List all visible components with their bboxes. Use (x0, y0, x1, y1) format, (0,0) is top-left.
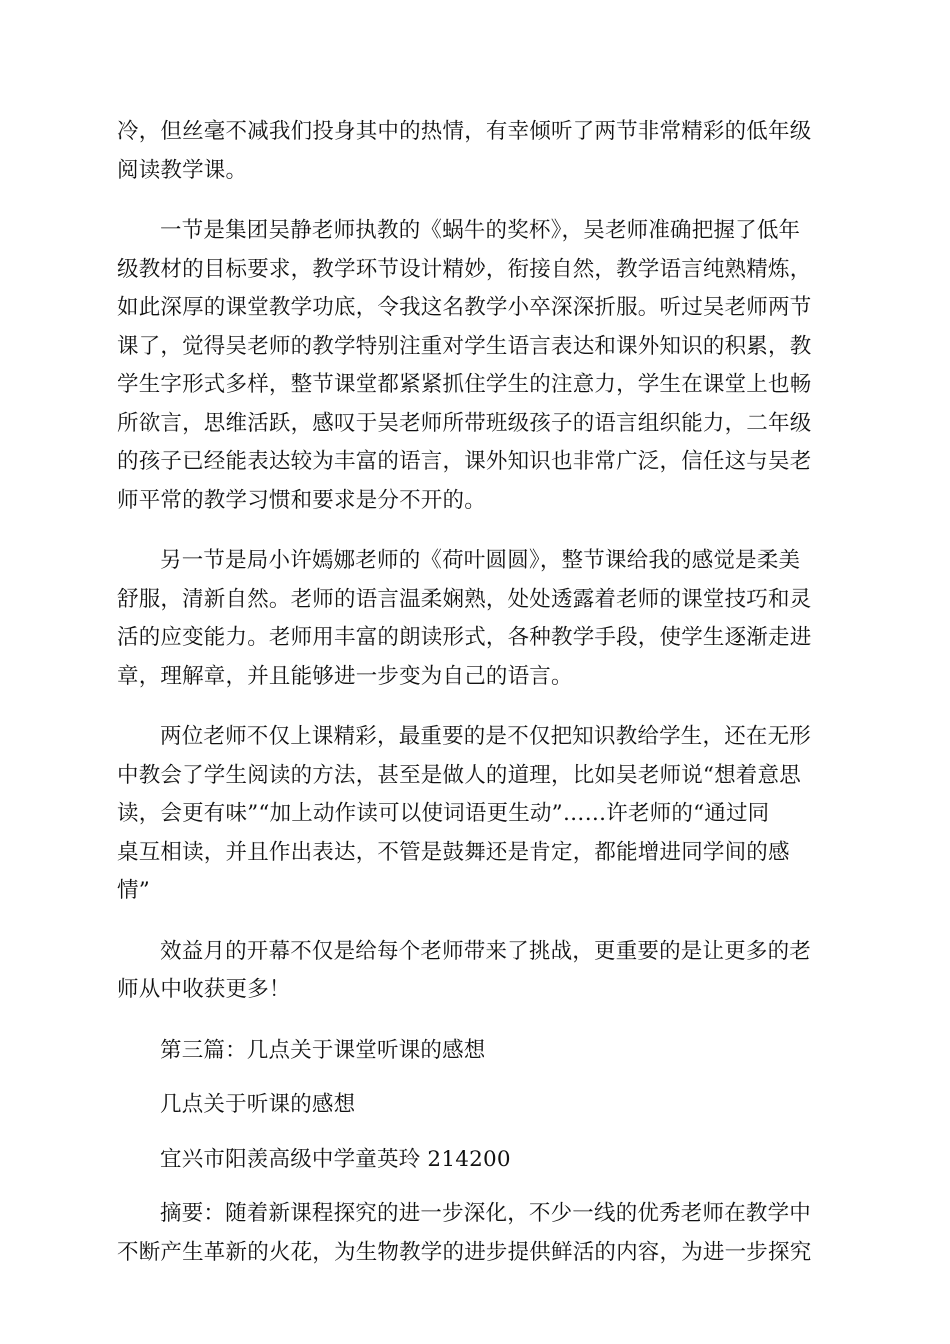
paragraph-line: 所欲言，思维活跃，感叹于吴老师所带班级孩子的语言组织能力，二年级 (117, 410, 812, 436)
paragraph-line: 学生字形式多样，整节课堂都紧紧抓住学生的注意力，学生在课堂上也畅 (117, 372, 812, 397)
paragraph-3 (117, 542, 833, 696)
paragraph-line: 舒服，清新自然。老师的语言温柔娴熟，处处透露着老师的课堂技巧和灵 (117, 586, 812, 612)
abstract-paragraph (117, 1195, 833, 1272)
paragraph-line: 师从中收获更多！ (117, 977, 291, 1002)
paragraph-4 (117, 718, 833, 911)
paragraph-line: 宜兴市阳羡高级中学童英玲 214200 (160, 1146, 511, 1172)
paragraph-2 (117, 212, 833, 520)
paragraph-5 (117, 933, 833, 1010)
paragraph-line: 的孩子已经能表达较为丰富的语言，课外知识也非常广泛，信任这与吴老 (117, 449, 812, 474)
paragraph-line: 如此深厚的课堂教学功底，令我这名教学小卒深深折服。听过吴老师两节 (117, 295, 812, 320)
paragraph-line: 效益月的开幕不仅是给每个老师带来了挑战，更重要的是让更多的老 (160, 938, 812, 964)
paragraph-line: 桌互相读，并且作出表达，不管是鼓舞还是肯定，都能增进同学间的感 (117, 839, 790, 865)
paragraph-line: 情” (117, 878, 150, 903)
paragraph-line: 几点关于听课的感想 (160, 1092, 356, 1117)
paragraph-line: 课了，觉得吴老师的教学特别注重对学生语言表达和课外知识的积累，教 (117, 333, 812, 359)
document-page (117, 113, 833, 1294)
paragraph-line: 章，理解章，并且能够进一步变为自己的语言。 (117, 663, 573, 689)
paragraph-line: 另一节是局小许嫣娜老师的《荷叶圆圆》，整节课给我的感觉是柔美 (160, 548, 801, 573)
paragraph-line: 阅读教学课。 (117, 157, 248, 183)
paragraph-line: 两位老师不仅上课精彩，最重要的是不仅把知识教给学生，还在无形 (160, 724, 812, 749)
paragraph-line: 一节是集团吴静老师执教的《蜗牛的奖杯》，吴老师准确把握了低年 (160, 218, 801, 243)
paragraph-line: 第三篇：几点关于课堂听课的感想 (160, 1037, 486, 1063)
paragraph-line: 师平常的教学习惯和要求是分不开的。 (117, 487, 486, 513)
paragraph-line: 冷，但丝毫不减我们投身其中的热情，有幸倾听了两节非常精彩的低年级 (117, 119, 812, 144)
article-title (117, 1086, 833, 1125)
paragraph-1 (117, 113, 833, 190)
paragraph-line: 活的应变能力。老师用丰富的朗读形式，各种教学手段，使学生逐渐走进 (117, 625, 812, 650)
paragraph-line: 中教会了学生阅读的方法，甚至是做人的道理，比如吴老师说“想着意思 (117, 762, 801, 788)
section-heading (117, 1032, 833, 1071)
paragraph-line: 摘要：随着新课程探究的进一步深化，不少一线的优秀老师在教学中 (160, 1201, 812, 1226)
paragraph-line: 级教材的目标要求，教学环节设计精妙，衔接自然，教学语言纯熟精炼， (117, 256, 812, 282)
paragraph-line: 不断产生革新的火花，为生物教学的进步提供鲜活的内容，为进一步探究 (117, 1239, 812, 1265)
paragraph-line: 读，会更有味”“加上动作读可以使词语更生动”……许老师的“通过同 (117, 801, 770, 826)
author-line (117, 1141, 833, 1180)
